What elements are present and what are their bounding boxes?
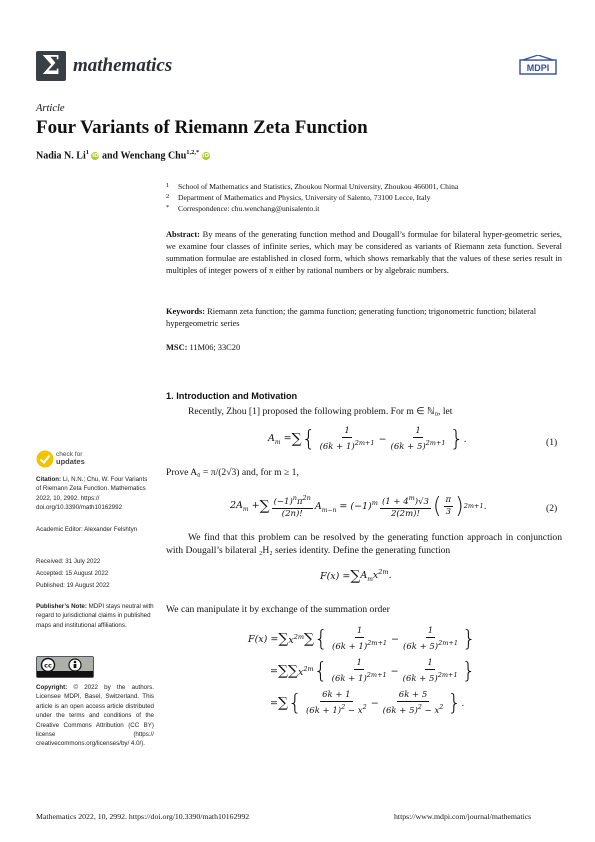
- equation-line: = ∑ { $\frac{6k + 1}{(6k + 1)^2 - x^2}$ − $\frac{6k + 5}{(6k + 5)^2 - x^2}$ } .: [270, 690, 465, 716]
- affil-text[interactable]: Correspondence: chu.wenchang@unisalento.it: [178, 204, 320, 213]
- equation-number: (2): [546, 503, 558, 514]
- keywords-text: Riemann zeta function; the gamma function; generating function; trigonometric function; bilateral hypergeometric series: [166, 307, 537, 329]
- copyright: [36, 683, 154, 749]
- article-type: Article: [36, 103, 65, 114]
- journal-logo: Σ: [36, 51, 66, 81]
- author-list: [36, 149, 210, 161]
- mdpi-logo-text: MDPI: [526, 63, 550, 73]
- abstract-label: Abstract:: [166, 230, 200, 239]
- section-heading: 1. Introduction and Motivation: [166, 391, 298, 401]
- abstract-text: By means of the generating function method and Dougall’s formulae for bilateral hyper-geometric series, we examine four classes of infinite series, which may be considered as variants of Riemann zeta function. Several summation formulae are established in closed form, which shows remarkably that the values of these series result in multiples of integer powers of π either by rational numbers or by algebraic numbers.: [166, 230, 562, 276]
- equation-line: F(x) = ∑ $x^{2m}$ ∑ { $\frac{1}{(6k + 1)^{2m+1}}$ − $\frac{1}{(6k + 5)^{2m+1}}$ }: [248, 626, 477, 652]
- mdpi-logo[interactable]: [519, 55, 557, 77]
- equation-1: $A_m$ = ∑ { $\frac{1}{(6k + 1)^{2m+1}}$ − $\frac{1}{(6k + 5)^{2m+1}}$ } .: [268, 426, 467, 452]
- academic-editor: Academic Editor: Alexander Felshtyn: [36, 526, 138, 533]
- abstract: [166, 229, 562, 277]
- keywords-label: Keywords:: [166, 307, 206, 316]
- publisher-note: [36, 602, 154, 630]
- note-text: MDPI stays neutral with regard to jurisdictional claims in published maps and institutional affiliations.: [36, 603, 154, 629]
- paragraph: We find that this problem can be resolved by the generating function approach in conjunction with Dougall’s bilateral ₂H₂ series identity. Define the generating function: [166, 532, 562, 556]
- note-label: Publisher’s Note:: [36, 603, 87, 610]
- check-label: check for: [56, 451, 83, 458]
- orcid-icon[interactable]: iD: [202, 153, 210, 160]
- msc: [166, 343, 240, 352]
- msc-label: MSC:: [166, 343, 188, 352]
- cc-by-icon: [37, 657, 93, 677]
- equation-2: $2A_m$ + ∑ $\frac{(-1)^n\pi^{2n}}{(2n)!}$ $A_{m-n} = (-1)^m$ $\frac{(1 + 4^m)√3}{2(2m)!}$ ( $\frac{\pi}{3}$ ) 2m+1 .: [230, 493, 487, 519]
- affil-number: 1: [166, 182, 170, 189]
- check-updates[interactable]: [36, 450, 156, 470]
- affil-text: Department of Mathematics and Physics, University of Salento, 73100 Lecce, Italy: [178, 193, 431, 202]
- footer-journal-url[interactable]: https://www.mdpi.com/journal/mathematics: [394, 812, 532, 821]
- equation-number: (1): [546, 437, 558, 448]
- copyright-text[interactable]: © 2022 by the authors. Licensee MDPI, Basel, Switzerland. This article is an open access article distributed under the terms and conditions of the Creative Commons Attribution (CC BY) license (https:// creativecommons.org/licenses/by/ 4.0/).: [36, 684, 154, 748]
- journal-name[interactable]: mathematics: [73, 55, 173, 76]
- check-updates-icon: [36, 450, 54, 468]
- affil-sup: 1: [85, 149, 89, 156]
- affil-number: 2: [166, 193, 170, 200]
- author-name[interactable]: Wenchang Chu: [120, 150, 187, 162]
- eq-symbol: A: [268, 432, 275, 444]
- keywords: [166, 306, 562, 330]
- citation-text[interactable]: Li, N.N.; Chu, W. Four Variants of Riemann Zeta Function. Mathematics 2022, 10, 2992. https:// doi.org/10.3390/math10162992: [36, 476, 148, 512]
- paragraph: Prove A₀ = π/(2√3) and, for m ≥ 1,: [166, 467, 299, 478]
- footer-citation[interactable]: Mathematics 2022, 10, 2992. https://doi.org/10.3390/math10162992: [36, 812, 250, 821]
- citation-label: Citation:: [36, 476, 62, 483]
- paragraph: Recently, Zhou [1] proposed the following problem. For m ∈ ℕ₀, let: [188, 406, 453, 417]
- updates-label: updates: [56, 457, 85, 466]
- paper-title: Four Variants of Riemann Zeta Function: [36, 117, 368, 138]
- author-name[interactable]: Nadia N. Li: [36, 150, 86, 162]
- svg-text:cc: cc: [44, 661, 52, 670]
- msc-codes: 11M06; 33C20: [189, 343, 241, 352]
- and-word: and: [101, 150, 119, 162]
- affil-number: *: [166, 204, 170, 211]
- accepted-date: Accepted: 15 August 2022: [36, 570, 109, 577]
- affil-text: School of Mathematics and Statistics, Zhoukou Normal University, Zhoukou 466001, China: [178, 182, 459, 191]
- cc-by-license-badge[interactable]: [36, 656, 94, 678]
- affil-sup: 1,2,*: [186, 149, 200, 156]
- equation-generating-function: F(x) = ∑ $A_mx^{2m}$.: [320, 568, 392, 584]
- orcid-icon[interactable]: iD: [92, 153, 99, 160]
- equation-line: = ∑ ∑ $x^{2m}$ { $\frac{1}{(6k + 1)^{2m+1}}$ − $\frac{1}{(6k + 5)^{2m+1}}$ }: [270, 658, 476, 684]
- citation: [36, 475, 154, 513]
- received-date: Received: 31 July 2022: [36, 558, 101, 565]
- published-date: Published: 19 August 2022: [36, 582, 110, 589]
- paragraph: We can manipulate it by exchange of the summation order: [166, 604, 390, 615]
- copyright-label: Copyright:: [36, 684, 68, 691]
